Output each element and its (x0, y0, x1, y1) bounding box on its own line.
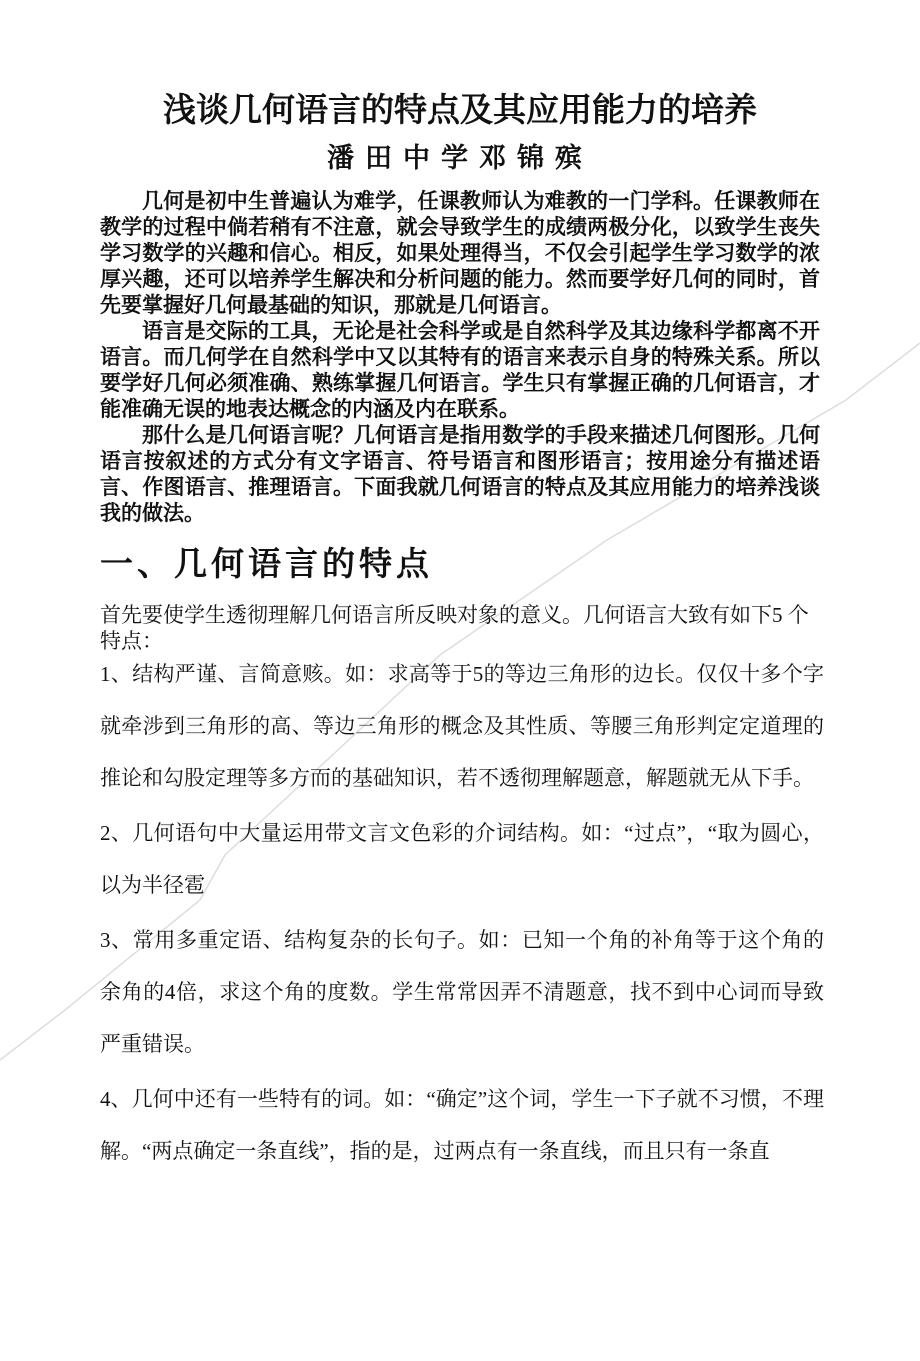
section-lead: 首先要使学生透彻理解几何语言所反映对象的意义。几何语言大致有如下5 个特点： (100, 603, 809, 653)
intro-paragraphs (100, 189, 820, 527)
feature-item-1: 1、结构严谨、言简意赅。如：求高等于5的等边三角形的边长。仅仅十多个字就牵涉到三角形的高、等边三角形的概念及其性质、等腰三角形判定定道理的推论和勾股定理等多方而的基础知识，若不透彻理解题意，解题就无从下手。 (100, 662, 824, 790)
document-title: 浅谈几何语言的特点及其应用能力的培养 (163, 91, 757, 128)
document-byline: 潘田中学邓锦殡 (327, 143, 593, 173)
intro-paragraph-1: 几何是初中生普遍认为难学，任课教师认为难教的一门学科。任课教师在教学的过程中倘若稍有不注意，就会导致学生的成绩两极分化，以致学生丧失学习数学的兴趣和信心。相反，如果处理得当，不仅会引起学生学习数学的浓厚兴趣，还可以培养学生解决和分析问题的能力。然而要学好几何的同时，首先要掌握好几何最基础的知识，那就是几何语言。 (100, 190, 820, 317)
feature-item-2: 2、几何语句中大量运用带文言文色彩的介词结构。如：“过点”，“取为圆心，以为半径雹 (100, 821, 824, 897)
section-heading: 一、几何语言的特点 (100, 545, 433, 582)
feature-item-3: 3、常用多重定语、结构复杂的长句子。如：已知一个角的补角等于这个角的余角的4倍，求这个角的度数。学生常常因弄不清题意，找不到中心词而导致严重错误。 (100, 928, 824, 1056)
feature-list (100, 648, 824, 1180)
intro-paragraph-3: 那什么是几何语言呢？几何语言是指用数学的手段来描述几何图形。几何语言按叙述的方式分有文字语言、符号语言和图形语言；按用途分有描述语言、作图语言、推理语言。下面我就几何语言的特点及其应用能力的培养浅谈我的做法。 (100, 424, 820, 525)
intro-paragraph-2: 语言是交际的工具，无论是社会科学或是自然科学及其边缘科学都离不开语言。而几何学在自然科学中又以其特有的语言来表示自身的特殊关系。所以要学好几何必须准确、熟练掌握几何语言。学生只有掌握正确的几何语言，才能准确无误的地表达概念的内涵及内在联系。 (100, 320, 820, 421)
feature-item-4: 4、几何中还有一些特有的词。如：“确定”这个词，学生一下子就不习惯，不理解。“两点确定一条直线”，指的是，过两点有一条直线，而且只有一条直 (100, 1087, 824, 1163)
